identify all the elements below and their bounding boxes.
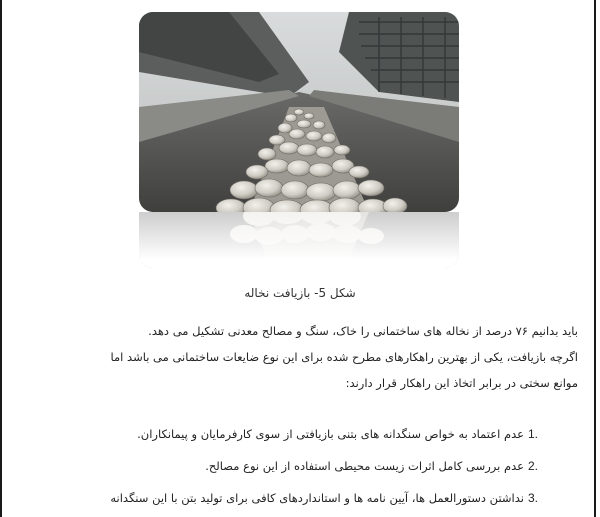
page-border-left <box>0 0 2 517</box>
list-item <box>38 450 538 482</box>
conveyor-illustration <box>139 12 459 212</box>
list-item-number: 2. <box>527 459 538 473</box>
photo-reflection <box>139 212 459 268</box>
list-item-text: عدم بررسی کامل اثرات زیست محیطی استفاده از این نوع مصالح. <box>205 459 524 473</box>
list-item-text: نداشتن دستورالعمل ها، آیین نامه ها و استانداردهای کافی برای تولید بتن با این سنگدانه <box>110 491 524 505</box>
paragraph-line: موانع سختی در برابر اتخاذ این راهکار قرار دارند: <box>345 376 578 390</box>
body-paragraph <box>26 318 578 396</box>
list-item <box>38 482 538 514</box>
figure-caption: شکل 5- بازیافت نخاله <box>244 286 356 300</box>
obstacles-list <box>38 418 538 514</box>
list-item <box>38 418 538 450</box>
paragraph-line: باید بدانیم ۷۶ درصد از نخاله های ساختمانی را خاک، سنگ و مصالح معدنی تشکیل می دهد. <box>148 324 578 338</box>
figure <box>139 12 459 262</box>
list-item-text: عدم اعتماد به خواص سنگدانه های بتنی بازیافتی از سوی کارفرمایان و پیمانکاران. <box>137 427 524 441</box>
list-item-number: 1. <box>527 427 538 441</box>
list-item-number: 3. <box>527 491 538 505</box>
paragraph-line: اگرچه بازیافت، یکی از بهترین راهکارهای مطرح شده برای این نوع ضایعات ساختمانی می باشد اما <box>110 350 578 364</box>
page-border-right <box>594 0 596 517</box>
conveyor-photo <box>139 12 459 212</box>
